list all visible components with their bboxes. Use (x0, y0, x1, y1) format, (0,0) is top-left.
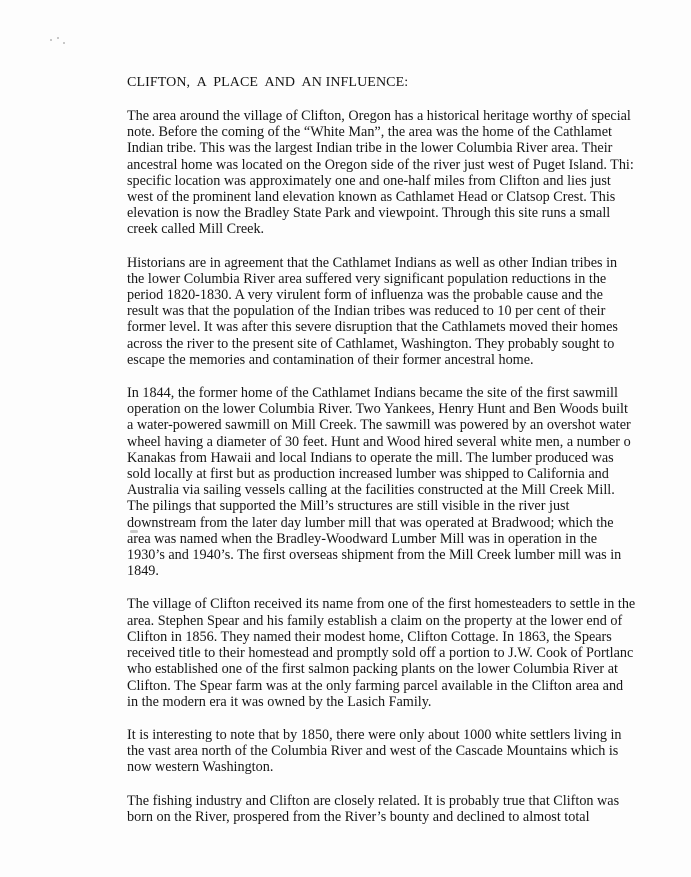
text-line: Historians are in agreement that the Cathlamet Indians as well as other Indian tribes in (127, 254, 618, 271)
text-line: It is interesting to note that by 1850, there were only about 1000 white settlers living in (127, 726, 622, 743)
text-line: who established one of the first salmon packing plants on the lower Columbia River at (127, 661, 618, 678)
text-line: born on the River, prospered from the River’s bounty and declined to almost total (127, 808, 590, 825)
text-line: 1849. (127, 563, 159, 580)
text-line: result was that the population of the Indian tribes was reduced to 10 per cent of their (127, 303, 606, 320)
paragraph-settlers-1850 (127, 727, 691, 776)
paragraph-fishing-industry (127, 793, 691, 825)
paragraph-population-decline (127, 255, 691, 368)
text-line: Clifton in 1856. They named their modest home, Clifton Cottage. In 1863, the Spears (127, 628, 612, 645)
document-body (127, 108, 691, 842)
text-line: escape the memories and contamination of their former ancestral home. (127, 351, 534, 368)
text-line: ancestral home was located on the Oregon side of the river just west of Puget Island. Thi: (127, 156, 634, 173)
paragraph-village-naming (127, 596, 691, 709)
text-line: the vast area north of the Columbia River and west of the Cascade Mountains which is (127, 743, 619, 760)
text-line: Kanakas from Hawaii and local Indians to operate the mill. The lumber produced was (127, 449, 614, 466)
text-line: in the modern era it was owned by the Lasich Family. (127, 693, 432, 710)
scan-artifact (48, 36, 70, 46)
text-line: across the river to the present site of Cathlamet, Washington. They probably sought to (127, 335, 615, 352)
text-line: west of the prominent land elevation known as Cathlamet Head or Clatsop Crest. This (127, 189, 616, 206)
text-line: received title to their homestead and promptly sold off a portion to J.W. Cook of Portlanc (127, 645, 634, 662)
text-line: 1930’s and 1940’s. The first overseas shipment from the Mill Creek lumber mill was in (127, 547, 622, 564)
text-line: Indian tribe. This was the largest Indian tribe in the lower Columbia River area. Their (127, 140, 613, 157)
text-line: sold locally at first but as production increased lumber was shipped to California and (127, 466, 609, 483)
paragraph-sawmill-history (127, 385, 691, 579)
text-line: former level. It was after this severe disruption that the Cathlamets moved their homes (127, 319, 618, 336)
text-line: note. Before the coming of the “White Man”, the area was the home of the Cathlamet (127, 124, 612, 141)
text-line: The area around the village of Clifton, Oregon has a historical heritage worthy of special (127, 108, 631, 124)
text-line: The village of Clifton received its name from one of the first homesteaders to settle in the (127, 596, 636, 613)
text-line: Australia via sailing vessels calling at the facilities constructed at the Mill Creek Mill. (127, 482, 615, 499)
text-line: period 1820-1830. A very virulent form of influenza was the probable cause and the (127, 287, 603, 304)
text-line: The pilings that supported the Mill’s structures are still visible in the river just (127, 498, 570, 515)
text-line: area. Stephen Spear and his family establish a claim on the property at the lower end of (127, 612, 623, 629)
text-line: operation on the lower Columbia River. Two Yankees, Henry Hunt and Ben Woods built (127, 401, 628, 418)
text-line: creek called Mill Creek. (127, 221, 265, 238)
text-line: specific location was approximately one and one-half miles from Clifton and lies just (127, 172, 611, 189)
text-line: In 1844, the former home of the Cathlamet Indians became the site of the first sawmill (127, 385, 618, 402)
text-line: the lower Columbia River area suffered very significant population reductions in the (127, 270, 607, 287)
text-line: area was named when the Bradley-Woodward Lumber Mill was in operation in the (127, 530, 598, 547)
text-line: elevation is now the Bradley State Park and viewpoint. Through this site runs a small (127, 205, 611, 222)
text-line: now western Washington. (127, 759, 274, 776)
text-line: a water-powered sawmill on Mill Creek. The sawmill was powered by an overshot water (127, 417, 631, 434)
document-title: CLIFTON, A PLACE AND AN INFLUENCE: (127, 75, 409, 90)
text-line: The fishing industry and Clifton are closely related. It is probably true that Clifton was (127, 792, 620, 809)
text-line: Clifton. The Spear farm was at the only farming parcel available in the Clifton area and (127, 677, 624, 694)
text-line: wheel having a diameter of 30 feet. Hunt and Wood hired several white men, a number o (127, 433, 631, 450)
text-line: downstream from the later day lumber mill that was operated at Bradwood; which the (127, 514, 614, 531)
paragraph-cathlamet-heritage (127, 108, 691, 238)
